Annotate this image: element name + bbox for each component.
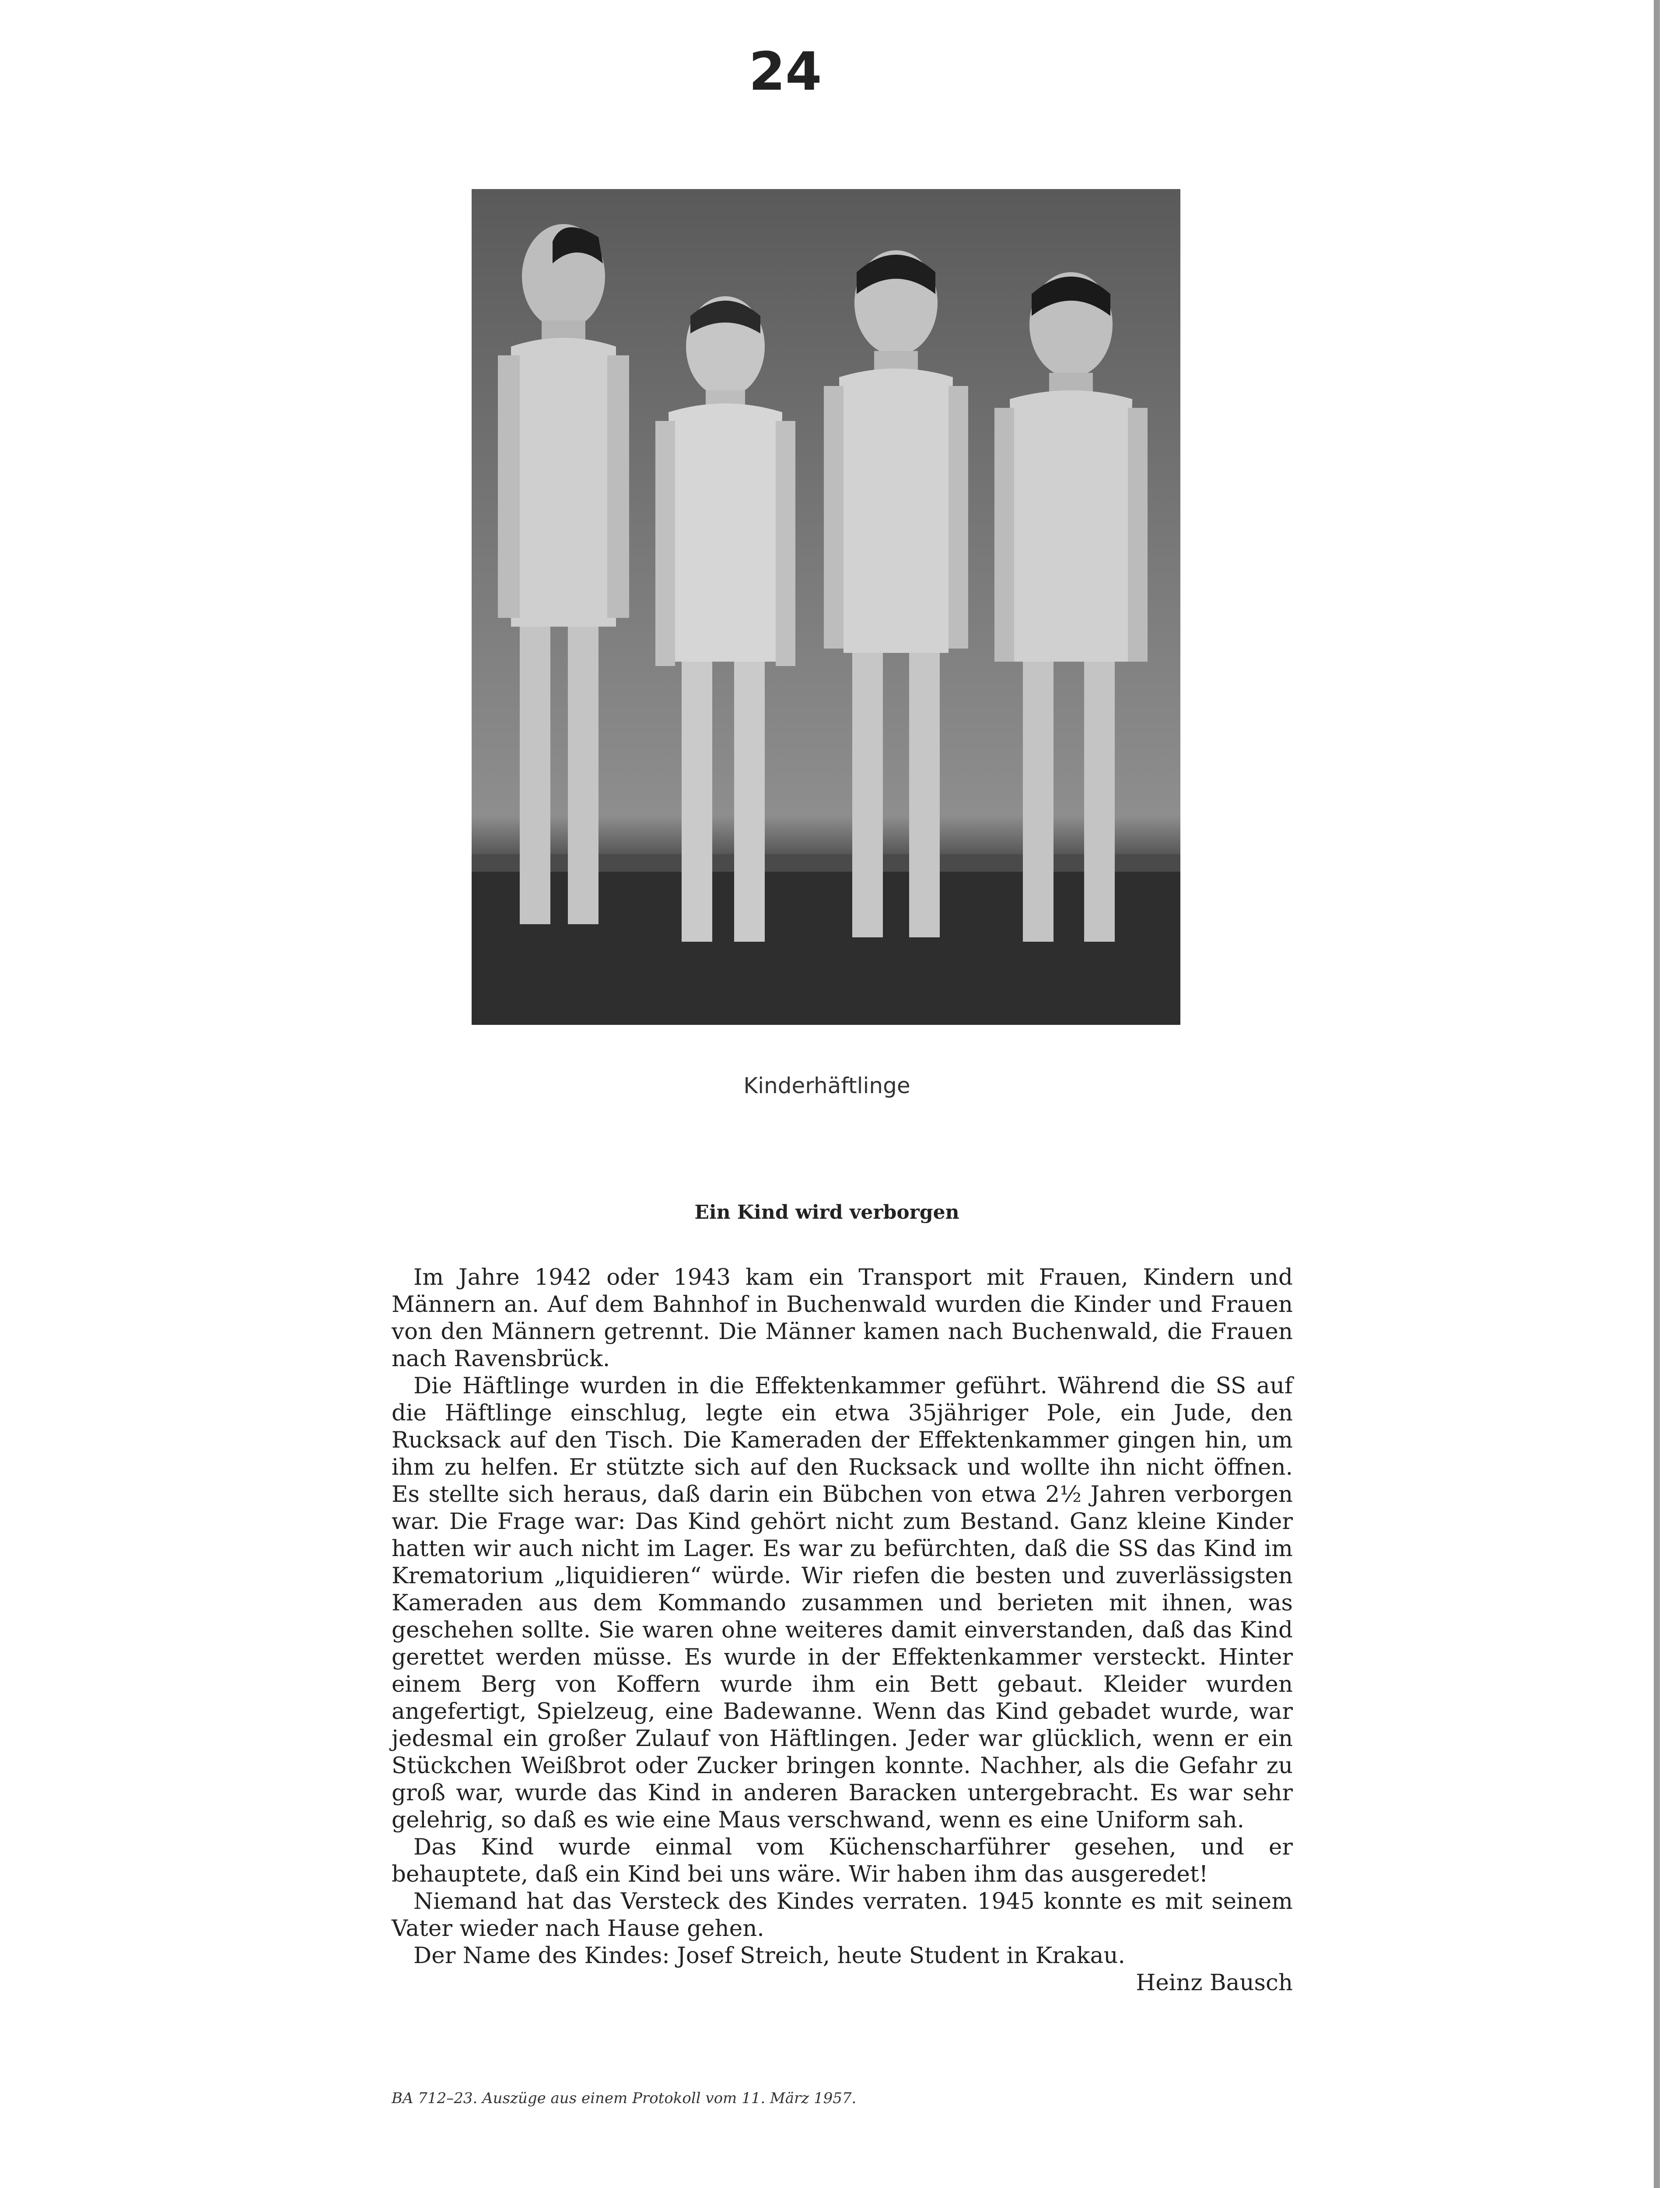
article-title: Ein Kind wird verborgen — [694, 1201, 959, 1224]
source-citation: BA 712–23. Auszüge aus einem Protokoll vom 11. März 1957. — [392, 2090, 857, 2107]
article-paragraph: Die Häftlinge wurden in die Effektenkammer geführt. Während die SS auf die Häftlinge einschlug, legte ein etwa 35jähriger Pole, ein Jude, den Rucksack auf den Tisch. Die Kameraden der Effektenkammer gingen hin, um ihm zu helfen. Er stützte sich auf den Rucksack und wollte ihn nicht öffnen. Es stellte sich heraus, daß darin ein Bübchen von etwa 2½ Jahren verborgen war. Die Frage war: Das Kind gehört nicht zum Bestand. Ganz kleine Kinder hatten wir auch nicht im Lager. Es war zu befürchten, daß die SS das Kind im Krematorium „liquidieren“ würde. Wir riefen die besten und zuverlässigsten Kameraden aus dem Kommando zusammen und berieten mit ihnen, was geschehen sollte. Sie waren ohne weiteres damit einverstanden, daß das Kind gerettet werden müsse. Es wurde in der Effektenkammer versteckt. Hinter einem Berg von Koffern wurde ihm ein Bett gebaut. Kleider wurden angefertigt, Spielzeug, eine Badewanne. Wenn das Kind gebadet wurde, war jedesmal ein großer Zulauf von Häftlingen. Jeder war glücklich, wenn er ein Stückchen Weißbrot oder Zucker bringen konnte. Nachher, als die Gefahr zu groß war, wurde das Kind in anderen Baracken untergebracht. Es war sehr gelehrig, so daß es wie eine Maus verschwand, wenn es eine Uniform sah. — [392, 1373, 1293, 1833]
article-paragraph: Im Jahre 1942 oder 1943 kam ein Transport mit Frauen, Kindern und Männern an. Auf dem Bahnhof in Buchenwald wurden die Kinder und Frauen von den Männern getrennt. Die Männer kamen nach Buchenwald, die Frauen nach Ravensbrück. — [392, 1264, 1293, 1372]
photo-caption: Kinderhäftlinge — [743, 1073, 910, 1098]
child-figure-1 — [498, 224, 629, 924]
child-figure-2 — [655, 296, 795, 942]
photo-figures — [472, 189, 1180, 1025]
scan-right-edge — [1654, 0, 1660, 2188]
article-paragraph: Der Name des Kindes: Josef Streich, heute Student in Krakau. — [413, 1943, 1125, 1969]
child-figure-4 — [994, 272, 1148, 942]
article-author: Heinz Bausch — [1136, 1970, 1293, 1996]
article-paragraph: Das Kind wurde einmal vom Küchenscharführer gesehen, und er behauptete, daß ein Kind bei uns wäre. Wir haben ihm das ausgeredet! — [392, 1834, 1293, 1887]
child-figure-3 — [824, 250, 968, 937]
article-paragraph: Niemand hat das Versteck des Kindes verraten. 1945 konnte es mit seinem Vater wieder nach Hause gehen. — [392, 1888, 1293, 1942]
page-number: 24 — [749, 42, 822, 102]
photograph-children-prisoners — [472, 189, 1180, 1025]
article-body — [392, 1264, 1293, 1996]
